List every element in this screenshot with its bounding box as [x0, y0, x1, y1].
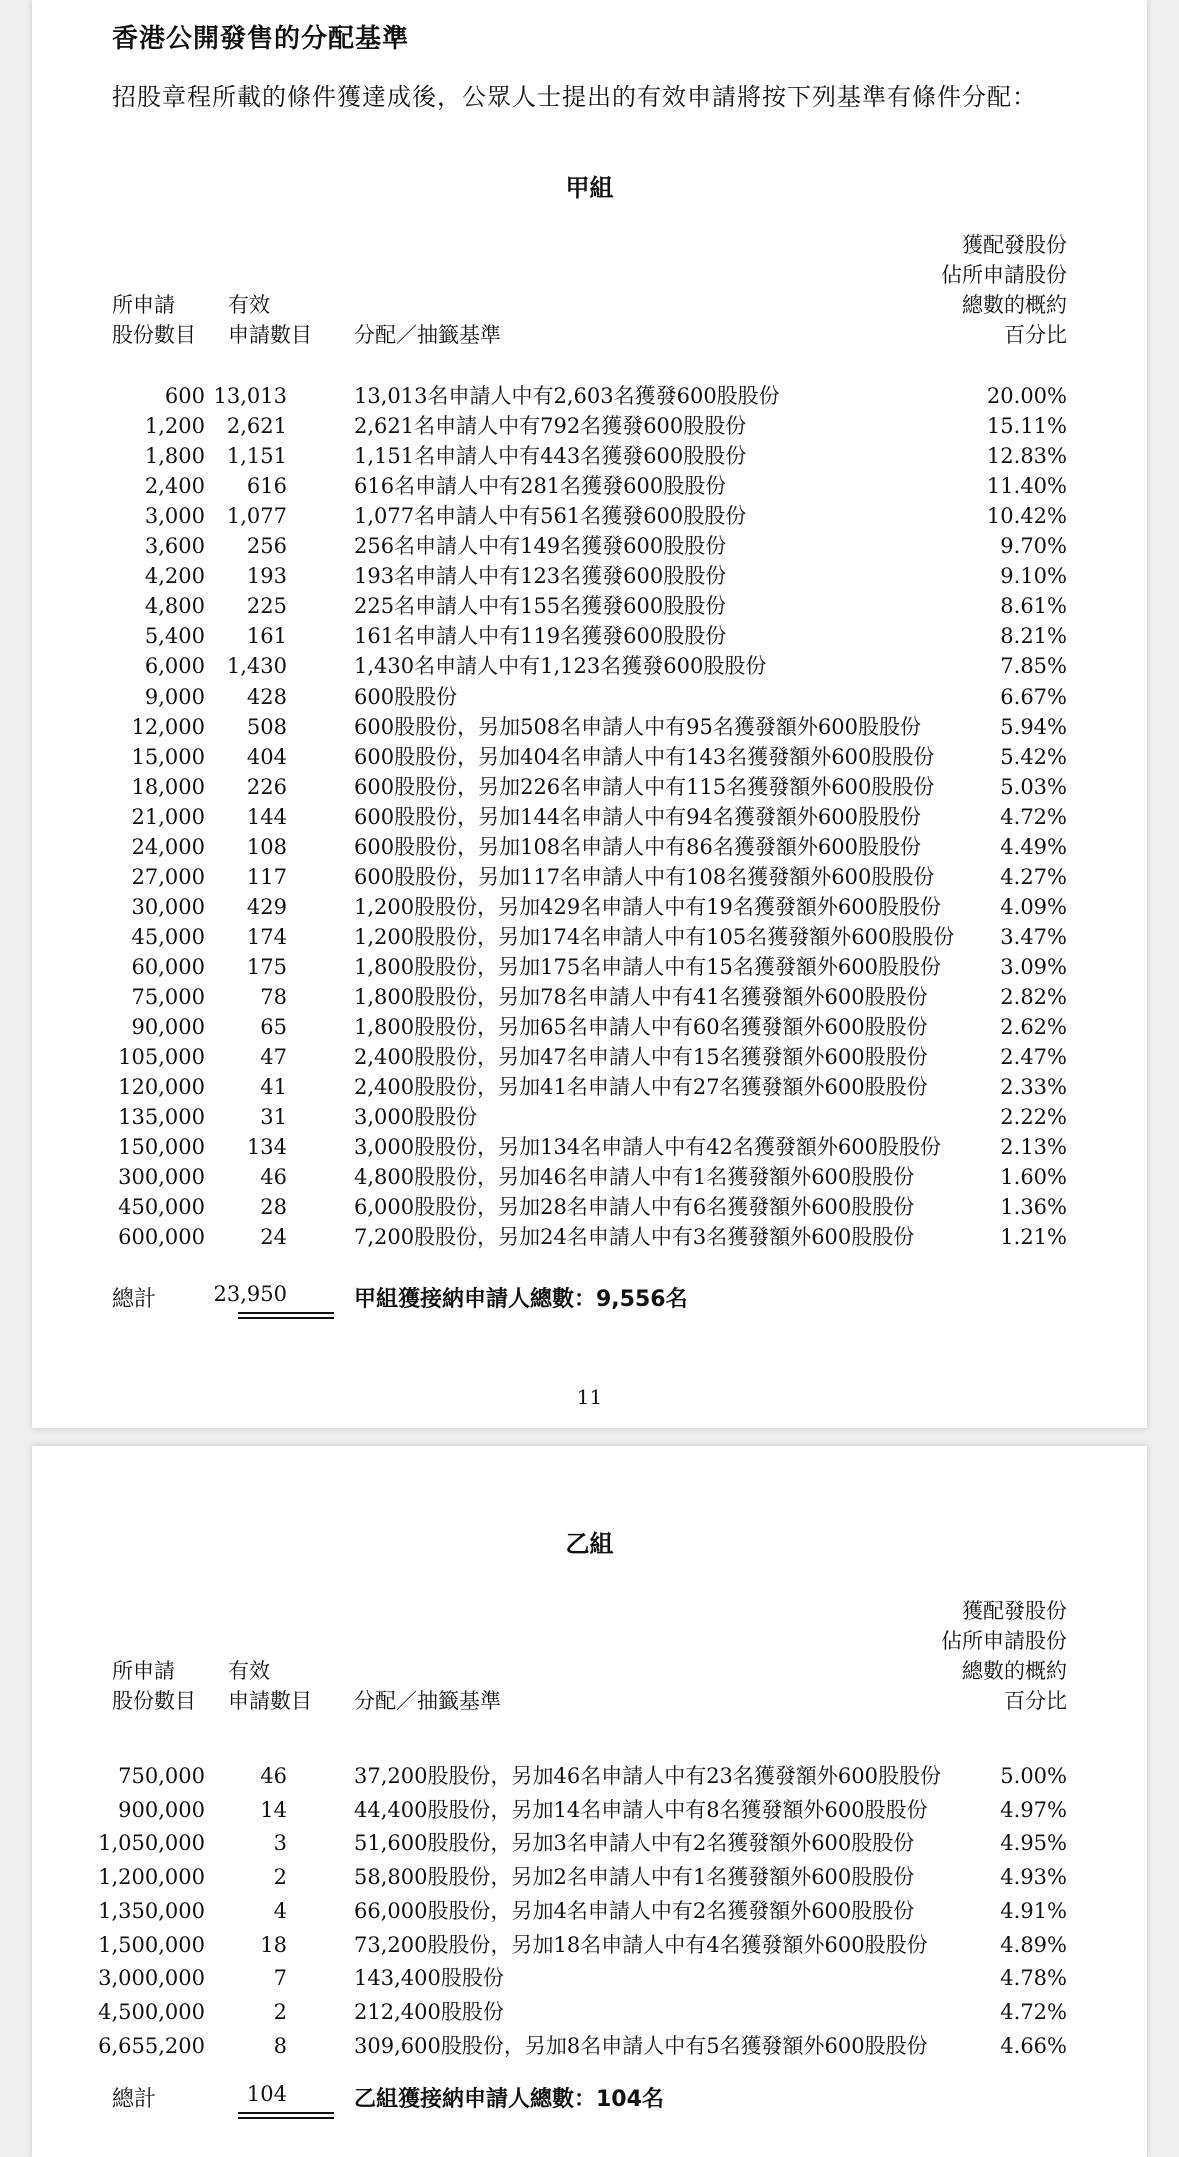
total-double-underline — [238, 2112, 334, 2119]
allocation-basis-cell: 1,800股股份，另加65名申請人中有60名獲發額外600股股份 — [354, 1015, 928, 1040]
valid-applications-cell: 18 — [260, 1932, 287, 1957]
valid-applications-cell: 13,013 — [213, 384, 287, 408]
percentage-cell: 4.09% — [1000, 894, 1067, 919]
shares-applied-cell: 18,000 — [131, 774, 205, 799]
shares-applied-cell: 24,000 — [131, 834, 205, 859]
shares-applied-cell: 135,000 — [118, 1105, 205, 1130]
shares-applied-cell: 1,200 — [144, 414, 205, 439]
valid-applications-cell: 134 — [246, 1135, 287, 1160]
valid-applications-cell: 616 — [246, 474, 287, 499]
document-page-1 — [32, 0, 1147, 1428]
percentage-cell: 4.89% — [1000, 1932, 1067, 1957]
table-row — [32, 1192, 1147, 1222]
allocation-basis-cell: 600股股份，另加117名申請人中有108名獲發額外600股股份 — [354, 864, 935, 889]
percentage-cell: 8.61% — [1000, 594, 1067, 619]
shares-applied-cell: 4,800 — [144, 594, 205, 619]
shares-applied-cell: 105,000 — [118, 1045, 205, 1070]
table-row — [32, 381, 1147, 411]
valid-applications-cell: 2,621 — [226, 414, 287, 439]
group-a-title: 甲組 — [565, 174, 614, 202]
valid-applications-cell: 175 — [246, 954, 287, 979]
allocation-basis-cell: 600股股份，另加508名申請人中有95名獲發額外600股股份 — [354, 714, 921, 739]
allocation-basis-cell: 3,000股股份 — [354, 1105, 478, 1130]
valid-applications-cell: 4 — [273, 1898, 287, 1923]
total-applications-value: 104 — [246, 2082, 287, 2106]
table-row — [32, 501, 1147, 531]
table-row — [32, 1012, 1147, 1042]
table-row — [32, 591, 1147, 621]
intro-paragraph: 招股章程所載的條件獲達成後，公眾人士提出的有效申請將按下列基準有條件分配： — [112, 83, 1037, 111]
header-allocation-basis: 分配／抽籤基準 — [354, 323, 501, 347]
shares-applied-cell: 600,000 — [118, 1225, 205, 1250]
allocation-basis-cell: 4,800股股份，另加46名申請人中有1名獲發額外600股股份 — [354, 1165, 915, 1190]
shares-applied-cell: 900,000 — [118, 1797, 205, 1822]
valid-applications-cell: 24 — [260, 1225, 287, 1250]
table-row — [32, 411, 1147, 441]
shares-applied-cell: 6,655,200 — [98, 2033, 205, 2058]
allocation-basis-cell: 13,013名申請人中有2,603名獲發600股股份 — [354, 384, 780, 408]
shares-applied-cell: 3,000 — [144, 504, 205, 529]
table-row — [32, 471, 1147, 501]
valid-applications-cell: 47 — [260, 1045, 287, 1070]
allocation-basis-cell: 212,400股股份 — [354, 1999, 504, 2024]
table-row — [32, 922, 1147, 952]
valid-applications-cell: 14 — [260, 1797, 287, 1822]
table-row — [32, 561, 1147, 591]
shares-applied-cell: 450,000 — [118, 1195, 205, 1220]
allocation-basis-cell: 2,400股股份，另加47名申請人中有15名獲發額外600股股份 — [354, 1045, 928, 1070]
table-row — [32, 772, 1147, 802]
percentage-cell: 3.09% — [1000, 954, 1067, 979]
percentage-cell: 4.78% — [1000, 1966, 1067, 1991]
shares-applied-cell: 60,000 — [131, 954, 205, 979]
allocation-basis-cell: 6,000股股份，另加28名申請人中有6名獲發額外600股股份 — [354, 1195, 915, 1220]
shares-applied-cell: 750,000 — [118, 1764, 205, 1788]
table-row — [32, 1072, 1147, 1102]
group-b-accepted-total: 乙組獲接納申請人總數：104名 — [354, 2087, 664, 2112]
page-number: 11 — [576, 1385, 603, 1409]
percentage-cell: 2.82% — [1000, 985, 1067, 1009]
shares-applied-cell: 120,000 — [118, 1075, 205, 1100]
table-row — [32, 1828, 1147, 1858]
percentage-cell: 4.66% — [1000, 2033, 1067, 2058]
percentage-cell: 2.13% — [1000, 1135, 1067, 1160]
allocation-basis-cell: 2,621名申請人中有792名獲發600股股份 — [354, 414, 747, 439]
table-row — [32, 621, 1147, 651]
percentage-cell: 10.42% — [986, 504, 1067, 529]
allocation-basis-cell: 1,077名申請人中有561名獲發600股股份 — [354, 504, 747, 529]
allocation-basis-cell: 7,200股股份，另加24名申請人中有3名獲發額外600股股份 — [354, 1225, 915, 1250]
valid-applications-cell: 117 — [246, 864, 287, 889]
allocation-basis-cell: 600股股份，另加108名申請人中有86名獲發額外600股股份 — [354, 834, 921, 859]
shares-applied-cell: 90,000 — [131, 1015, 205, 1040]
table-row — [32, 441, 1147, 471]
shares-applied-cell: 45,000 — [131, 924, 205, 949]
percentage-cell: 4.97% — [1000, 1797, 1067, 1822]
table-row — [32, 1761, 1147, 1791]
table-row — [32, 1896, 1147, 1926]
valid-applications-cell: 65 — [260, 1015, 287, 1040]
total-double-underline — [238, 1312, 334, 1319]
percentage-cell: 4.93% — [1000, 1865, 1067, 1890]
shares-applied-cell: 3,600 — [144, 534, 205, 559]
allocation-basis-cell: 51,600股股份，另加3名申請人中有2名獲發額外600股股份 — [354, 1831, 915, 1856]
table-row — [32, 2031, 1147, 2061]
valid-applications-cell: 7 — [273, 1966, 287, 1991]
allocation-basis-cell: 1,800股股份，另加78名申請人中有41名獲發額外600股股份 — [354, 985, 928, 1009]
table-row — [32, 832, 1147, 862]
allocation-basis-cell: 143,400股股份 — [354, 1966, 504, 1991]
percentage-cell: 5.94% — [1000, 714, 1067, 739]
valid-applications-cell: 46 — [260, 1165, 287, 1190]
shares-applied-cell: 2,400 — [144, 474, 205, 499]
shares-applied-cell: 4,200 — [144, 564, 205, 589]
shares-applied-cell: 300,000 — [118, 1165, 205, 1190]
valid-applications-cell: 2 — [273, 1999, 287, 2024]
table-row — [32, 862, 1147, 892]
valid-applications-cell: 429 — [246, 894, 287, 919]
percentage-cell: 4.49% — [1000, 834, 1067, 859]
allocation-basis-cell: 37,200股股份，另加46名申請人中有23名獲發額外600股股份 — [354, 1764, 942, 1788]
table-row — [32, 742, 1147, 772]
table-row — [32, 892, 1147, 922]
percentage-cell: 5.42% — [1000, 744, 1067, 769]
allocation-basis-cell: 309,600股股份，另加8名申請人中有5名獲發額外600股股份 — [354, 2033, 928, 2058]
allocation-basis-cell: 225名申請人中有155名獲發600股股份 — [354, 594, 727, 619]
shares-applied-cell: 1,050,000 — [98, 1831, 205, 1856]
valid-applications-cell: 28 — [260, 1195, 287, 1220]
table-row — [32, 1862, 1147, 1892]
percentage-cell: 5.00% — [1000, 1764, 1067, 1788]
valid-applications-cell: 108 — [246, 834, 287, 859]
header-percentage: 獲配發股份 佔所申請股份 總數的概約 百分比 — [941, 1599, 1067, 1713]
allocation-basis-cell: 2,400股股份，另加41名申請人中有27名獲發額外600股股份 — [354, 1075, 928, 1100]
percentage-cell: 20.00% — [986, 384, 1067, 408]
table-row — [32, 1930, 1147, 1960]
valid-applications-cell: 174 — [246, 924, 287, 949]
table-row — [32, 1222, 1147, 1252]
allocation-basis-cell: 1,800股股份，另加175名申請人中有15名獲發額外600股股份 — [354, 954, 942, 979]
percentage-cell: 7.85% — [1000, 654, 1067, 679]
shares-applied-cell: 1,500,000 — [98, 1932, 205, 1957]
header-valid-applications: 有效 申請數目 — [228, 293, 312, 347]
valid-applications-cell: 226 — [246, 774, 287, 799]
valid-applications-cell: 46 — [260, 1764, 287, 1788]
valid-applications-cell: 3 — [273, 1831, 287, 1856]
percentage-cell: 6.67% — [1000, 684, 1067, 709]
valid-applications-cell: 1,430 — [226, 654, 287, 679]
valid-applications-cell: 225 — [246, 594, 287, 619]
valid-applications-cell: 508 — [246, 714, 287, 739]
valid-applications-cell: 8 — [273, 2033, 287, 2058]
allocation-basis-cell: 1,151名申請人中有443名獲發600股股份 — [354, 444, 747, 469]
shares-applied-cell: 30,000 — [131, 894, 205, 919]
table-row — [32, 982, 1147, 1012]
percentage-cell: 9.70% — [1000, 534, 1067, 559]
percentage-cell: 2.33% — [1000, 1075, 1067, 1100]
percentage-cell: 15.11% — [986, 414, 1067, 439]
allocation-basis-cell: 58,800股股份，另加2名申請人中有1名獲發額外600股股份 — [354, 1865, 915, 1890]
group-b-title: 乙組 — [565, 1530, 614, 1558]
percentage-cell: 1.36% — [1000, 1195, 1067, 1220]
table-row — [32, 952, 1147, 982]
shares-applied-cell: 1,800 — [144, 444, 205, 469]
valid-applications-cell: 78 — [260, 985, 287, 1009]
allocation-basis-cell: 256名申請人中有149名獲發600股股份 — [354, 534, 727, 559]
shares-applied-cell: 21,000 — [131, 804, 205, 829]
table-row — [32, 1042, 1147, 1072]
table-row — [32, 1102, 1147, 1132]
percentage-cell: 4.72% — [1000, 804, 1067, 829]
shares-applied-cell: 9,000 — [144, 684, 205, 709]
percentage-cell: 4.91% — [1000, 1898, 1067, 1923]
shares-applied-cell: 12,000 — [131, 714, 205, 739]
percentage-cell: 8.21% — [1000, 624, 1067, 649]
valid-applications-cell: 1,077 — [226, 504, 287, 529]
table-row — [32, 1997, 1147, 2027]
shares-applied-cell: 3,000,000 — [98, 1966, 205, 1991]
shares-applied-cell: 600 — [164, 384, 205, 408]
shares-applied-cell: 15,000 — [131, 744, 205, 769]
section-heading: 香港公開發售的分配基準 — [112, 24, 410, 54]
percentage-cell: 11.40% — [986, 474, 1067, 499]
shares-applied-cell: 150,000 — [118, 1135, 205, 1160]
percentage-cell: 2.62% — [1000, 1015, 1067, 1040]
valid-applications-cell: 31 — [260, 1105, 287, 1130]
percentage-cell: 4.95% — [1000, 1831, 1067, 1856]
allocation-basis-cell: 600股股份 — [354, 684, 458, 709]
valid-applications-cell: 1,151 — [226, 444, 287, 469]
table-row — [32, 1963, 1147, 1993]
shares-applied-cell: 5,400 — [144, 624, 205, 649]
percentage-cell: 1.60% — [1000, 1165, 1067, 1190]
percentage-cell: 4.72% — [1000, 1999, 1067, 2024]
allocation-basis-cell: 1,430名申請人中有1,123名獲發600股股份 — [354, 654, 767, 679]
shares-applied-cell: 6,000 — [144, 654, 205, 679]
valid-applications-cell: 404 — [246, 744, 287, 769]
header-shares-applied: 所申請 股份數目 — [112, 293, 196, 347]
shares-applied-cell: 75,000 — [131, 985, 205, 1009]
header-valid-applications: 有效 申請數目 — [228, 1659, 312, 1713]
shares-applied-cell: 27,000 — [131, 864, 205, 889]
header-allocation-basis: 分配／抽籤基準 — [354, 1689, 501, 1713]
percentage-cell: 1.21% — [1000, 1225, 1067, 1250]
valid-applications-cell: 256 — [246, 534, 287, 559]
percentage-cell: 3.47% — [1000, 924, 1067, 949]
shares-applied-cell: 1,350,000 — [98, 1898, 205, 1923]
table-row — [32, 1132, 1147, 1162]
table-row — [32, 802, 1147, 832]
valid-applications-cell: 161 — [246, 624, 287, 649]
table-row — [32, 712, 1147, 742]
allocation-basis-cell: 161名申請人中有119名獲發600股股份 — [354, 624, 727, 649]
allocation-basis-cell: 1,200股股份，另加429名申請人中有19名獲發額外600股股份 — [354, 894, 942, 919]
percentage-cell: 4.27% — [1000, 864, 1067, 889]
percentage-cell: 2.22% — [1000, 1105, 1067, 1130]
allocation-basis-cell: 600股股份，另加144名申請人中有94名獲發額外600股股份 — [354, 804, 921, 829]
header-shares-applied: 所申請 股份數目 — [112, 1659, 196, 1713]
valid-applications-cell: 193 — [246, 564, 287, 589]
valid-applications-cell: 41 — [260, 1075, 287, 1100]
valid-applications-cell: 144 — [246, 804, 287, 829]
table-row — [32, 531, 1147, 561]
percentage-cell: 2.47% — [1000, 1045, 1067, 1070]
shares-applied-cell: 4,500,000 — [98, 1999, 205, 2024]
allocation-basis-cell: 3,000股股份，另加134名申請人中有42名獲發額外600股股份 — [354, 1135, 942, 1160]
allocation-basis-cell: 1,200股股份，另加174名申請人中有105名獲發額外600股股份 — [354, 924, 955, 949]
total-label: 總計 — [112, 1287, 157, 1312]
allocation-basis-cell: 600股股份，另加226名申請人中有115名獲發額外600股股份 — [354, 774, 935, 799]
table-row — [32, 651, 1147, 681]
header-percentage: 獲配發股份 佔所申請股份 總數的概約 百分比 — [941, 233, 1067, 347]
valid-applications-cell: 428 — [246, 684, 287, 709]
table-row — [32, 1162, 1147, 1192]
percentage-cell: 12.83% — [986, 444, 1067, 469]
allocation-basis-cell: 73,200股股份，另加18名申請人中有4名獲發額外600股股份 — [354, 1932, 928, 1957]
group-a-accepted-total: 甲組獲接納申請人總數：9,556名 — [354, 1287, 688, 1312]
shares-applied-cell: 1,200,000 — [98, 1865, 205, 1890]
total-applications-value: 23,950 — [213, 1282, 287, 1306]
allocation-basis-cell: 600股股份，另加404名申請人中有143名獲發額外600股股份 — [354, 744, 935, 769]
allocation-basis-cell: 66,000股股份，另加4名申請人中有2名獲發額外600股股份 — [354, 1898, 915, 1923]
total-label: 總計 — [112, 2087, 157, 2112]
valid-applications-cell: 2 — [273, 1865, 287, 1890]
percentage-cell: 9.10% — [1000, 564, 1067, 589]
allocation-basis-cell: 193名申請人中有123名獲發600股股份 — [354, 564, 727, 589]
document-page-2 — [32, 1446, 1147, 2157]
allocation-basis-cell: 44,400股股份，另加14名申請人中有8名獲發額外600股股份 — [354, 1797, 928, 1822]
table-row — [32, 682, 1147, 712]
table-row — [32, 1795, 1147, 1825]
allocation-basis-cell: 616名申請人中有281名獲發600股股份 — [354, 474, 727, 499]
percentage-cell: 5.03% — [1000, 774, 1067, 799]
